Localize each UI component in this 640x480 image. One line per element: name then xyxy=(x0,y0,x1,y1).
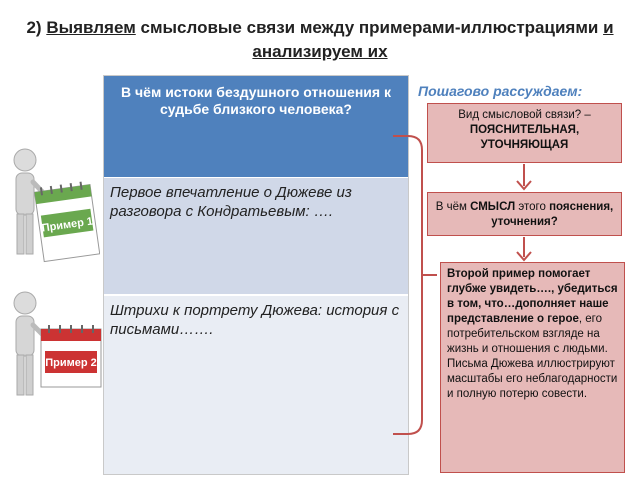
bracket-icon xyxy=(393,136,422,434)
conclusion-box xyxy=(440,262,625,473)
step-reasoning-title: Пошагово рассуждаем: xyxy=(418,83,583,99)
conclusion-rest: , его потребительском взгляде на жизнь и отношения с людьми. Письма Дюжева иллюстрируют масштабы его неблагодарности и полную потерю совести. xyxy=(447,313,618,400)
meaning-bold-question: пояснения, уточнения? xyxy=(491,201,614,228)
meaning-mid: этого xyxy=(515,201,550,213)
connection-type-question: Вид смысловой связи? – xyxy=(458,109,591,121)
title-prefix: 2) xyxy=(26,18,47,37)
meaning-question-box xyxy=(427,192,622,236)
connection-type-box xyxy=(427,103,622,163)
conclusion-bold: Второй пример помогает глубже увидеть…., убедиться в том, что…дополняет наше представление о герое xyxy=(447,268,618,325)
table-header: В чём истоки бездушного отношения к судьбе близкого человека? xyxy=(104,76,408,177)
title-word-identify: Выявляем xyxy=(46,18,136,37)
title-middle: смысловые связи между примерами-иллюстрациями xyxy=(135,18,604,37)
title-phrase-analyze: и анализируем их xyxy=(252,18,614,61)
connection-type-answer: ПОЯСНИТЕЛЬНАЯ, УТОЧНЯЮЩАЯ xyxy=(469,124,580,151)
meaning-pre: В чём xyxy=(435,201,471,213)
table-row-example-1: Первое впечатление о Дюжеве из разговора с Кондратьевым: …. xyxy=(104,177,408,294)
example-1-label: Пример 1 xyxy=(41,215,94,235)
example-2-label: Пример 2 xyxy=(45,357,97,369)
table-row-example-2: Штрихи к портрету Дюжева: история с письмами……. xyxy=(104,294,408,474)
meaning-bold-sense: СМЫСЛ xyxy=(470,201,516,213)
